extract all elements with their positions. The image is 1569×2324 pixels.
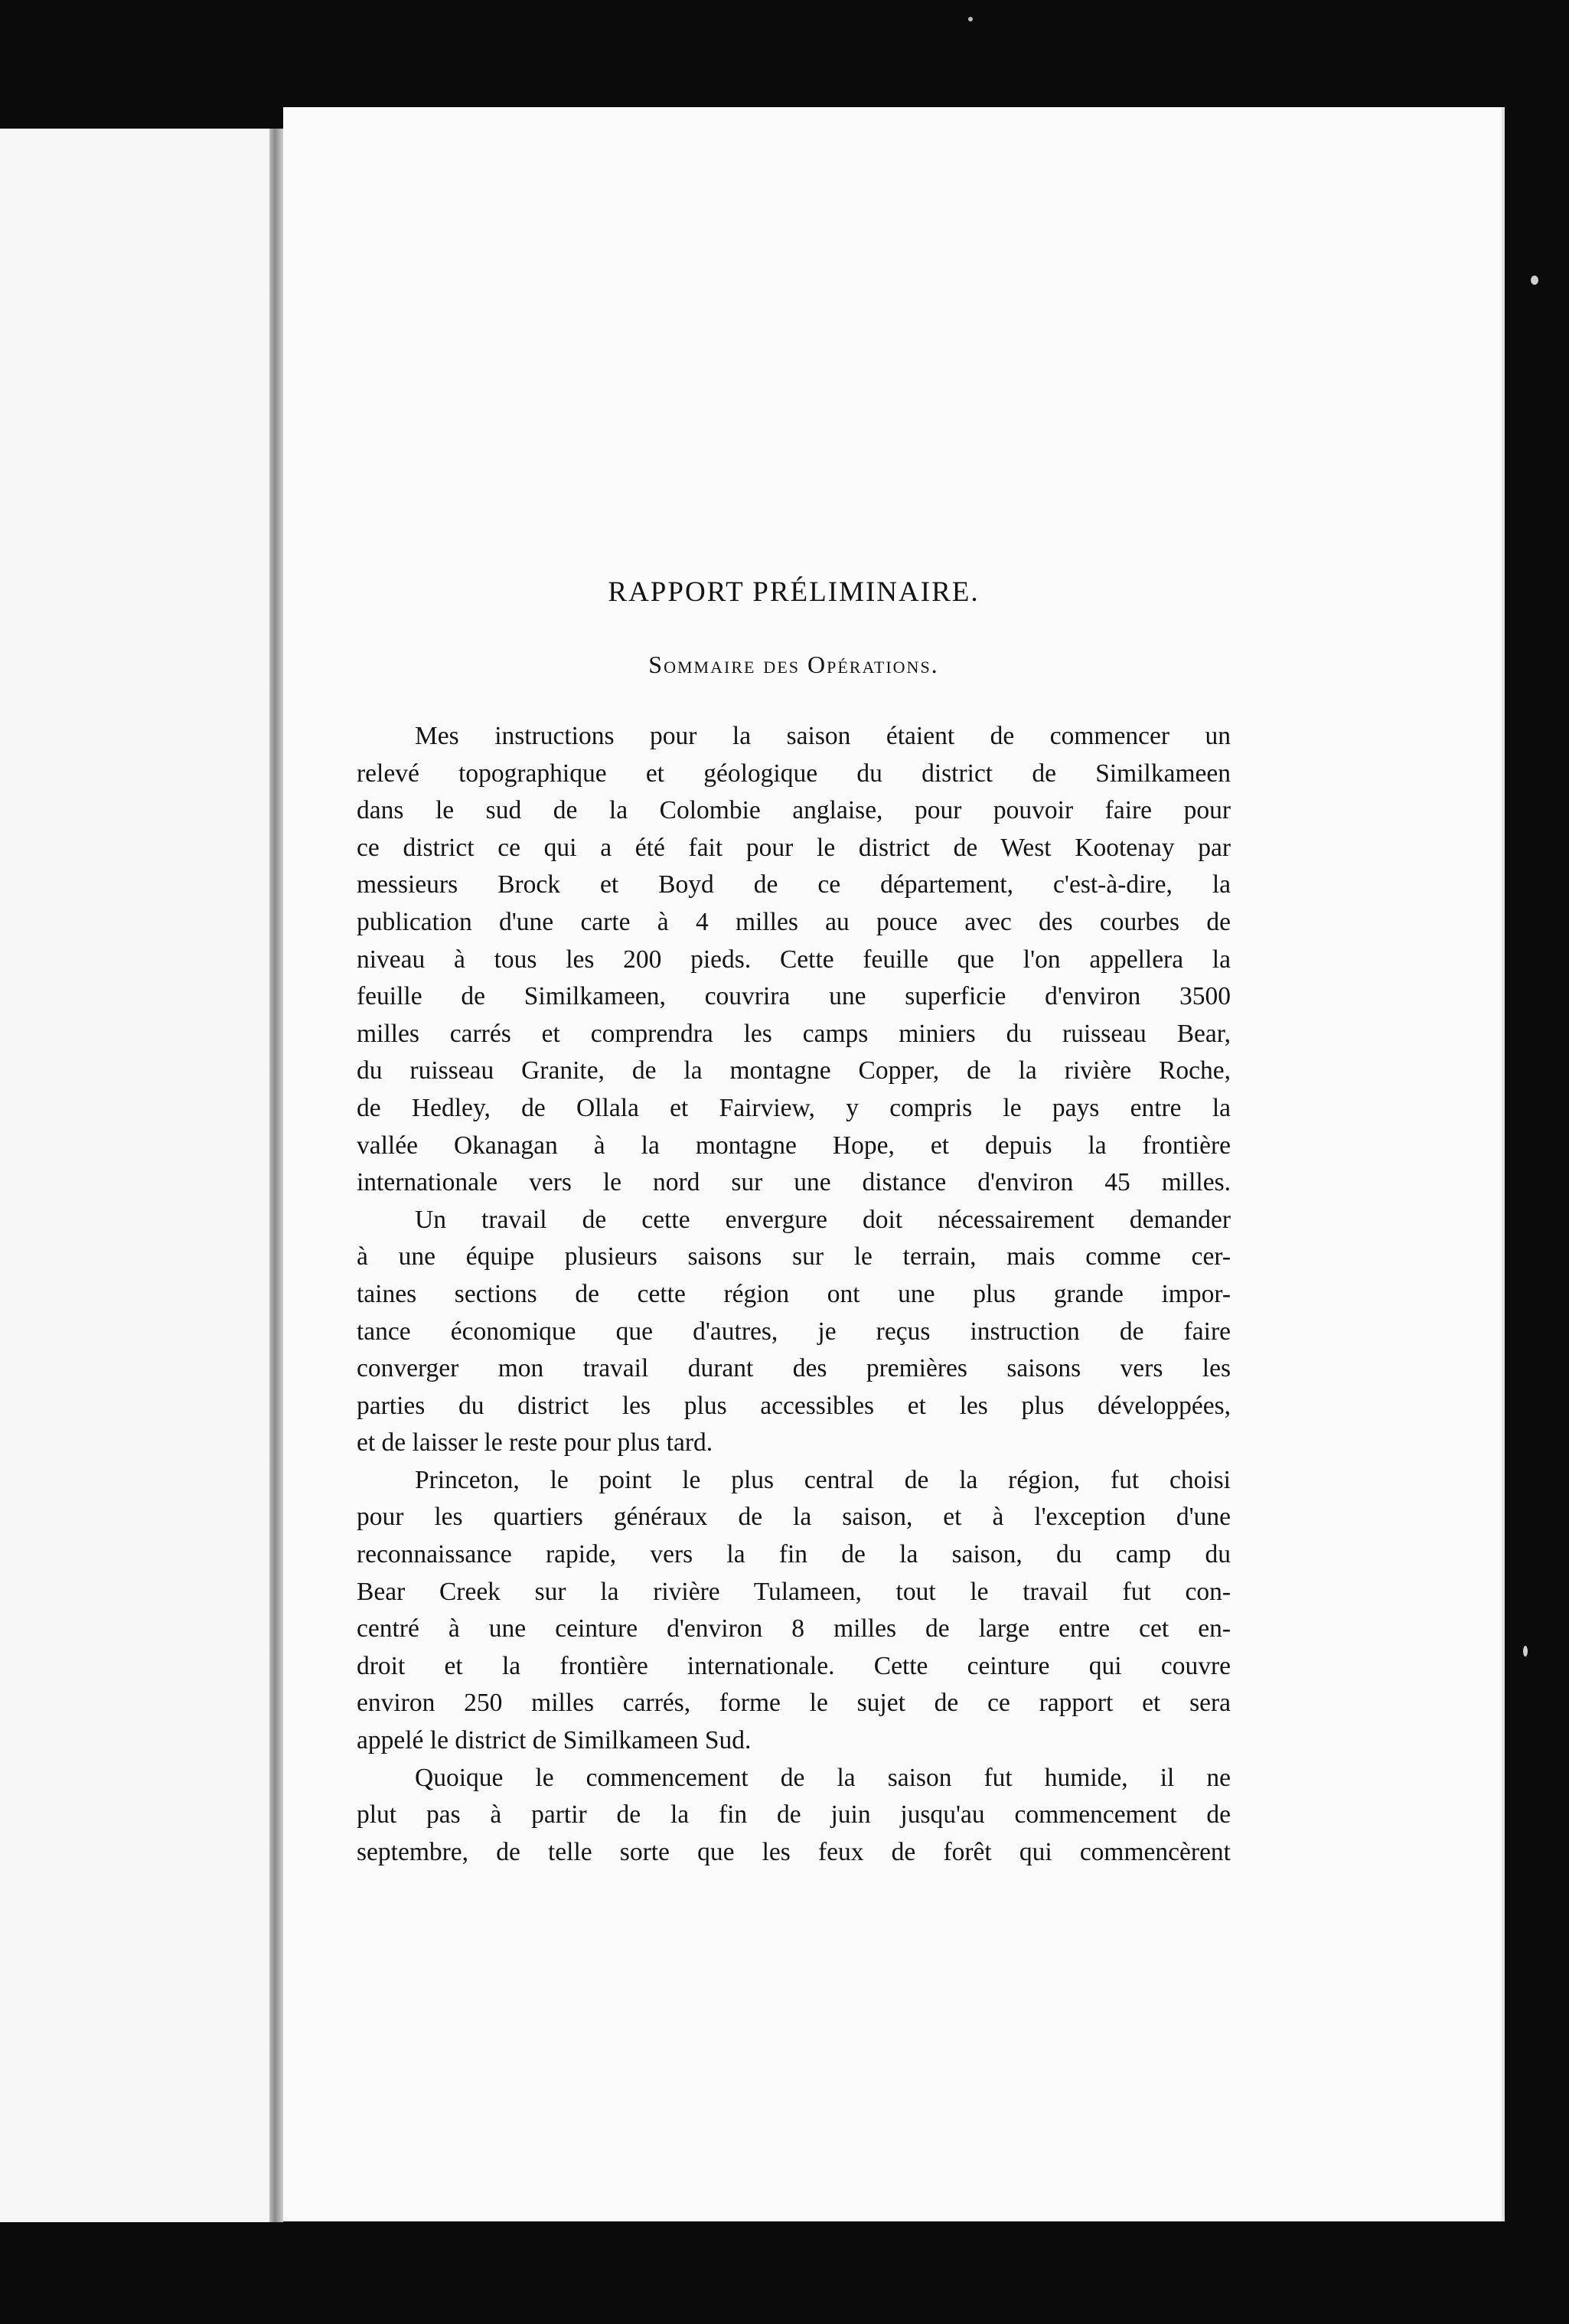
- text-line: Princeton, le point le plus central de la région, fut choisi: [415, 1465, 1231, 1494]
- text-line: tance économique que d'autres, je reçus instruction de faire: [357, 1317, 1231, 1346]
- text-line: messieurs Brock et Boyd de ce département, c'est-à-dire, la: [357, 870, 1231, 899]
- dust-speck: [1531, 276, 1538, 285]
- text-line: milles carrés et comprendra les camps miniers du ruisseau Bear,: [357, 1019, 1231, 1048]
- text-line: droit et la frontière internationale. Cette ceinture qui couvre: [357, 1651, 1231, 1680]
- text-line: environ 250 milles carrés, forme le sujet de ce rapport et sera: [357, 1689, 1231, 1718]
- paragraph: [357, 1462, 1231, 1760]
- dust-speck: [1523, 1646, 1528, 1657]
- page-title: RAPPORT PRÉLIMINAIRE.: [608, 576, 980, 608]
- text-line: parties du district les plus accessibles et les plus développées,: [357, 1391, 1231, 1420]
- text-line: appelé le district de Similkameen Sud.: [357, 1726, 752, 1755]
- text-line: centré à une ceinture d'environ 8 milles de large entre cet en-: [357, 1614, 1231, 1643]
- text-line: ce district ce qui a été fait pour le district de West Kootenay par: [357, 833, 1231, 862]
- text-line: du ruisseau Granite, de la montagne Copper, de la rivière Roche,: [357, 1056, 1231, 1085]
- text-line: converger mon travail durant des premières saisons vers les: [357, 1354, 1231, 1383]
- section-subtitle: Sommaire des Opérations.: [648, 651, 939, 678]
- paragraph: [357, 718, 1231, 1202]
- previous-page-edge: [0, 129, 269, 2222]
- text-line: vallée Okanagan à la montagne Hope, et depuis la frontière: [357, 1131, 1231, 1160]
- text-line: Quoique le commencement de la saison fut humide, il ne: [415, 1763, 1231, 1792]
- dust-speck: [968, 17, 973, 21]
- text-line: de Hedley, de Ollala et Fairview, y compris le pays entre la: [357, 1093, 1231, 1122]
- text-line: Mes instructions pour la saison étaient de commencer un: [415, 722, 1231, 750]
- text-line: Un travail de cette envergure doit nécessairement demander: [415, 1205, 1231, 1234]
- text-line: dans le sud de la Colombie anglaise, pour pouvoir faire pour: [357, 796, 1231, 825]
- text-line: publication d'une carte à 4 milles au pouce avec des courbes de: [357, 907, 1231, 936]
- book-spine: [269, 129, 283, 2222]
- text-line: et de laisser le reste pour plus tard.: [357, 1428, 713, 1457]
- text-line: feuille de Similkameen, couvrira une superficie d'environ 3500: [357, 982, 1231, 1011]
- text-line: à une équipe plusieurs saisons sur le terrain, mais comme cer-: [357, 1242, 1231, 1271]
- paragraph: [357, 1202, 1231, 1462]
- text-line: relevé topographique et géologique du district de Similkameen: [357, 759, 1231, 788]
- text-line: reconnaissance rapide, vers la fin de la saison, du camp du: [357, 1540, 1231, 1569]
- paragraph: [357, 1760, 1231, 1872]
- body-text: [357, 718, 1231, 1871]
- text-line: plut pas à partir de la fin de juin jusqu'au commencement de: [357, 1800, 1231, 1829]
- text-line: taines sections de cette région ont une plus grande impor-: [357, 1279, 1231, 1308]
- text-line: internationale vers le nord sur une distance d'environ 45 milles.: [357, 1168, 1231, 1197]
- text-line: septembre, de telle sorte que les feux de forêt qui commencèrent: [357, 1837, 1231, 1866]
- text-line: Bear Creek sur la rivière Tulameen, tout le travail fut con-: [357, 1577, 1231, 1606]
- text-line: pour les quartiers généraux de la saison, et à l'exception d'une: [357, 1503, 1231, 1532]
- text-line: niveau à tous les 200 pieds. Cette feuille que l'on appellera la: [357, 945, 1231, 974]
